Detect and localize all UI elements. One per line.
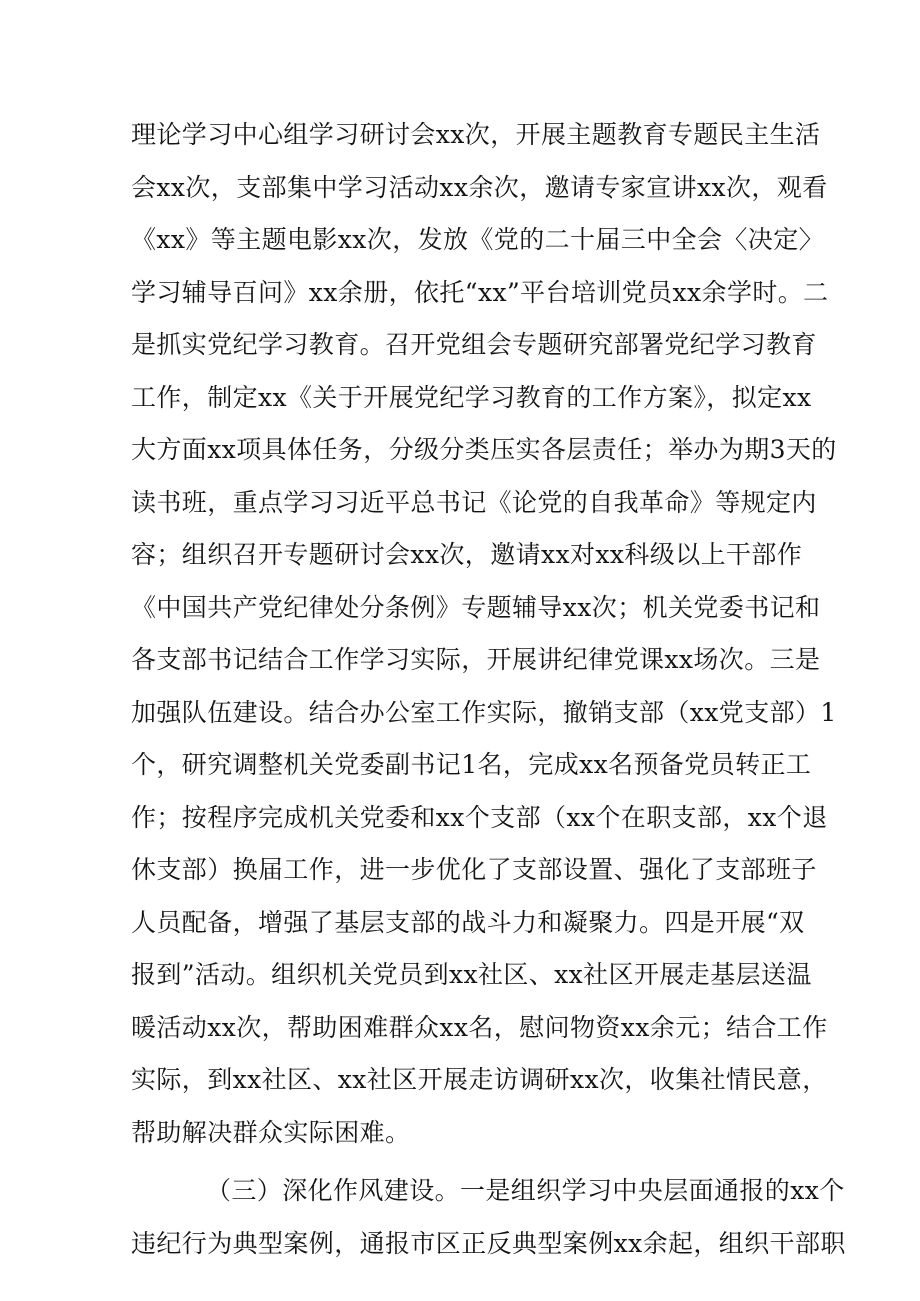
text-line: 各支部书记结合工作学习实际，开展讲纪律党课xx场次。三是 — [131, 645, 821, 674]
text-line: 人员配备，增强了基层支部的战斗力和凝聚力。四是开展“双 — [131, 907, 805, 937]
text-line: 个，研究调整机关党委副书记1名，完成xx名预备党员转正工 — [131, 750, 812, 779]
text-line: 学习辅导百问》xx余册，依托“xx”平台培训党员xx余学时。二 — [131, 277, 829, 307]
text-line: 工作，制定xx《关于开展党纪学习教育的工作方案》，拟定xx — [131, 382, 812, 412]
text-line: 容；组织召开专题研讨会xx次，邀请xx对xx科级以上干部作 — [131, 540, 803, 569]
text-line: 暖活动xx次，帮助困难群众xx名，慰问物资xx余元；结合工作 — [131, 1012, 828, 1042]
text-line: 理论学习中心组学习研讨会xx次，开展主题教育专题民主生活 — [131, 120, 821, 149]
text-line: 大方面xx项具体任务，分级分类压实各层责任；举办为期3天的 — [131, 435, 837, 464]
text-line: 读书班，重点学习习近平总书记《论党的自我革命》等规定内 — [131, 487, 817, 517]
section-heading-line: （三）深化作风建设。一是组织学习中央层面通报的xx个 — [206, 1176, 845, 1205]
text-line: 《xx》等主题电影xx次，发放《党的二十届三中全会〈决定〉 — [131, 225, 824, 254]
paragraph-1 — [131, 109, 837, 1159]
text-line: 加强队伍建设。结合办公室工作实际，撤销支部（xx党支部）1 — [131, 697, 837, 727]
text-line: 帮助解决群众实际困难。 — [131, 1117, 411, 1147]
text-line: 实际，到xx社区、xx社区开展走访调研xx次，收集社情民意， — [131, 1065, 828, 1094]
document-body — [131, 109, 846, 1270]
text-line: 会xx次，支部集中学习活动xx余次，邀请专家宣讲xx次，观看 — [131, 172, 828, 202]
text-line: 休支部）换届工作，进一步优化了支部设置、强化了支部班子 — [131, 855, 817, 884]
text-line: 《中国共产党纪律处分条例》专题辅导xx次；机关党委书记和 — [131, 592, 821, 622]
text-line: 作；按程序完成机关党委和xx个支部（xx个在职支部，xx个退 — [131, 802, 828, 832]
text-line: 违纪行为典型案例，通报市区正反典型案例xx余起，组织干部职 — [131, 1228, 846, 1258]
text-line: 是抓实党纪学习教育。召开党组会专题研究部署党纪学习教育 — [131, 330, 817, 359]
paragraph-2 — [131, 1165, 846, 1270]
text-line: 报到”活动。组织机关党员到xx社区、xx社区开展走基层送温 — [131, 960, 812, 989]
